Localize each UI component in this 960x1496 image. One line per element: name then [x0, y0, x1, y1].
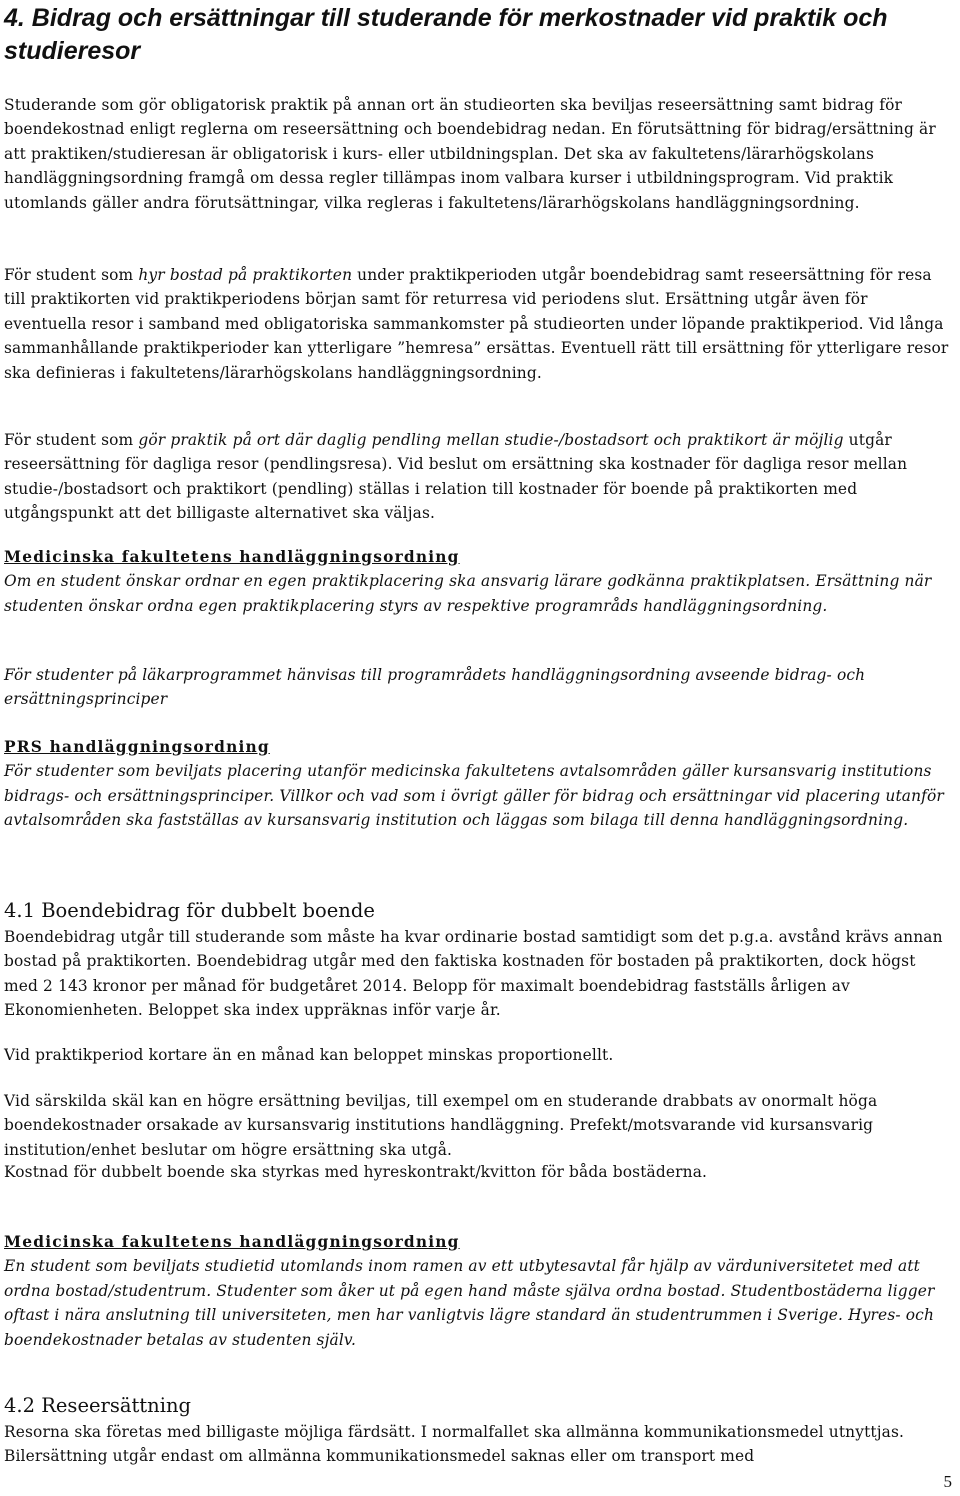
rented-emphasis: hyr bostad på praktikorten [138, 266, 353, 284]
prs-text: För studenter som beviljats placering utanför medicinska fakultetens avtalsområden gäller kursansvarig institutions bidrags- och ersättningsprinciper. Villkor och vad som i övrigt gäller för bidrag och ersättningar vid placering utanför avtalsområden ska fastställas av kursansvarig institution och läggas som bilaga till denna handläggningsordning. [4, 762, 944, 830]
med-text-1: Om en student önskar ordnar en egen praktikplacering ska ansvarig lärare godkänna praktikplatsen. Ersättning när studenten önskar ordna egen praktikplacering styrs av respektive programråds handläggningsordning. [4, 572, 932, 615]
rented-after: under praktikperioden utgår boendebidrag samt reseersättning för resa till praktikorten vid praktikperiodens början samt för returresa vid periodens slut. Ersättning utgår även för eventuella resor i samband med obligatoriska sammankomster på studieorten under löpande praktikperiod. Vid långa sammanhållande praktikperioder kan ytterligare ”hemresa” ersättas. Eventuell rätt till ersättning för ytterligare resor ska definieras i fakultetens/lärarhögskolans handläggningsordning. [4, 266, 949, 382]
prs-heading: PRS handläggningsordning [4, 738, 270, 756]
section-4-2-heading: 4.2 Reseersättning [4, 1394, 191, 1417]
section-4-1-p2: Vid praktikperiod kortare än en månad kan beloppet minskas proportionellt. [4, 1046, 614, 1064]
section-4-2-p1: Resorna ska företas med billigaste möjliga färdsätt. I normalfallet ska allmänna kommunikationsmedel utnyttjas. Bilersättning utgår endast om allmänna kommunikationsmedel saknas eller om transport med [4, 1423, 905, 1466]
med-block-2 [4, 1230, 952, 1352]
commute-paragraph [4, 428, 952, 526]
section-4-1-p3: Vid särskilda skäl kan en högre ersättning beviljas, till exempel om en studerande drabbats av onormalt höga boendekostnader orsakade av kursansvarig institutions handläggning. Prefekt/motsvarande vid kursansvarig institution/enhet beslutar om högre ersättning ska utgå. [4, 1092, 878, 1159]
prs-block [4, 735, 952, 833]
commute-before: För student som [4, 431, 139, 449]
rented-before: För student som [4, 266, 139, 284]
med-text-2: En student som beviljats studietid utomlands inom ramen av ett utbytesavtal får hjälp av värduniversitetet med att ordna bostad/studentrum. Studenter som åker ut på egen hand måste själva ordna bostad. Studentbostäderna ligger oftast i nära anslutning till universiteten, men har vanligtvis lägre standard än studentrummen i Sverige. Hyres- och boendekostnader betalas av studenten själv. [4, 1257, 935, 1349]
commute-after: utgår reseersättning för dagliga resor (pendlingsresa). Vid beslut om ersättning ska kostnader för dagliga resor mellan studie-/bostadsort och praktikort (pendling) ställas i relation till kostnader för boende på praktikorten med utgångspunkt att det billigaste alternativet ska väljas. [4, 431, 908, 523]
med-heading-2: Medicinska fakultetens handläggningsordning [4, 1233, 460, 1251]
commute-emphasis: gör praktik på ort där daglig pendling mellan studie-/bostadsort och praktikort är möjlig [138, 431, 844, 449]
intro-paragraph: Studerande som gör obligatorisk praktik på annan ort än studieorten ska beviljas reseersättning samt bidrag för boendekostnad enligt reglerna om reseersättning och boendebidrag nedan. En förutsättning för bidrag/ersättning är att praktiken/studieresan är obligatorisk i kurs- eller utbildningsplan. Det ska av fakultetens/lärarhögskolans handläggningsordning framgå om dessa regler tillämpas inom valbara kurser i utbildningsprogram. Vid praktik utomlands gäller andra förutsättningar, vilka regleras i fakultetens/lärarhögskolans handläggningsordning. [4, 96, 936, 212]
rented-housing-paragraph [4, 263, 952, 385]
section-4-1-p4: Kostnad för dubbelt boende ska styrkas med hyreskontrakt/kvitton för båda bostäderna. [4, 1163, 708, 1181]
section-4-1-p1: Boendebidrag utgår till studerande som måste ha kvar ordinarie bostad samtidigt som det p.g.a. avstånd krävs annan bostad på praktikorten. Boendebidrag utgår med den faktiska kostnaden för bostaden på praktikorten, dock högst med 2 143 kronor per månad för budgetåret 2014. Belopp för maximalt boendebidrag fastställs årligen av Ekonomienheten. Beloppet ska index uppräknas inför varje år. [4, 928, 943, 1020]
page-number: 5 [943, 1472, 952, 1491]
med-block-1 [4, 545, 952, 618]
med-heading-1: Medicinska fakultetens handläggningsordning [4, 548, 460, 566]
lakar-paragraph: För studenter på läkarprogrammet hänvisas till programrådets handläggningsordning avseende bidrag- och ersättningsprinciper [4, 666, 866, 709]
section-title: 4. Bidrag och ersättningar till studerande för merkostnader vid praktik och studieresor [4, 4, 888, 65]
section-4-1-heading: 4.1 Boendebidrag för dubbelt boende [4, 899, 375, 922]
